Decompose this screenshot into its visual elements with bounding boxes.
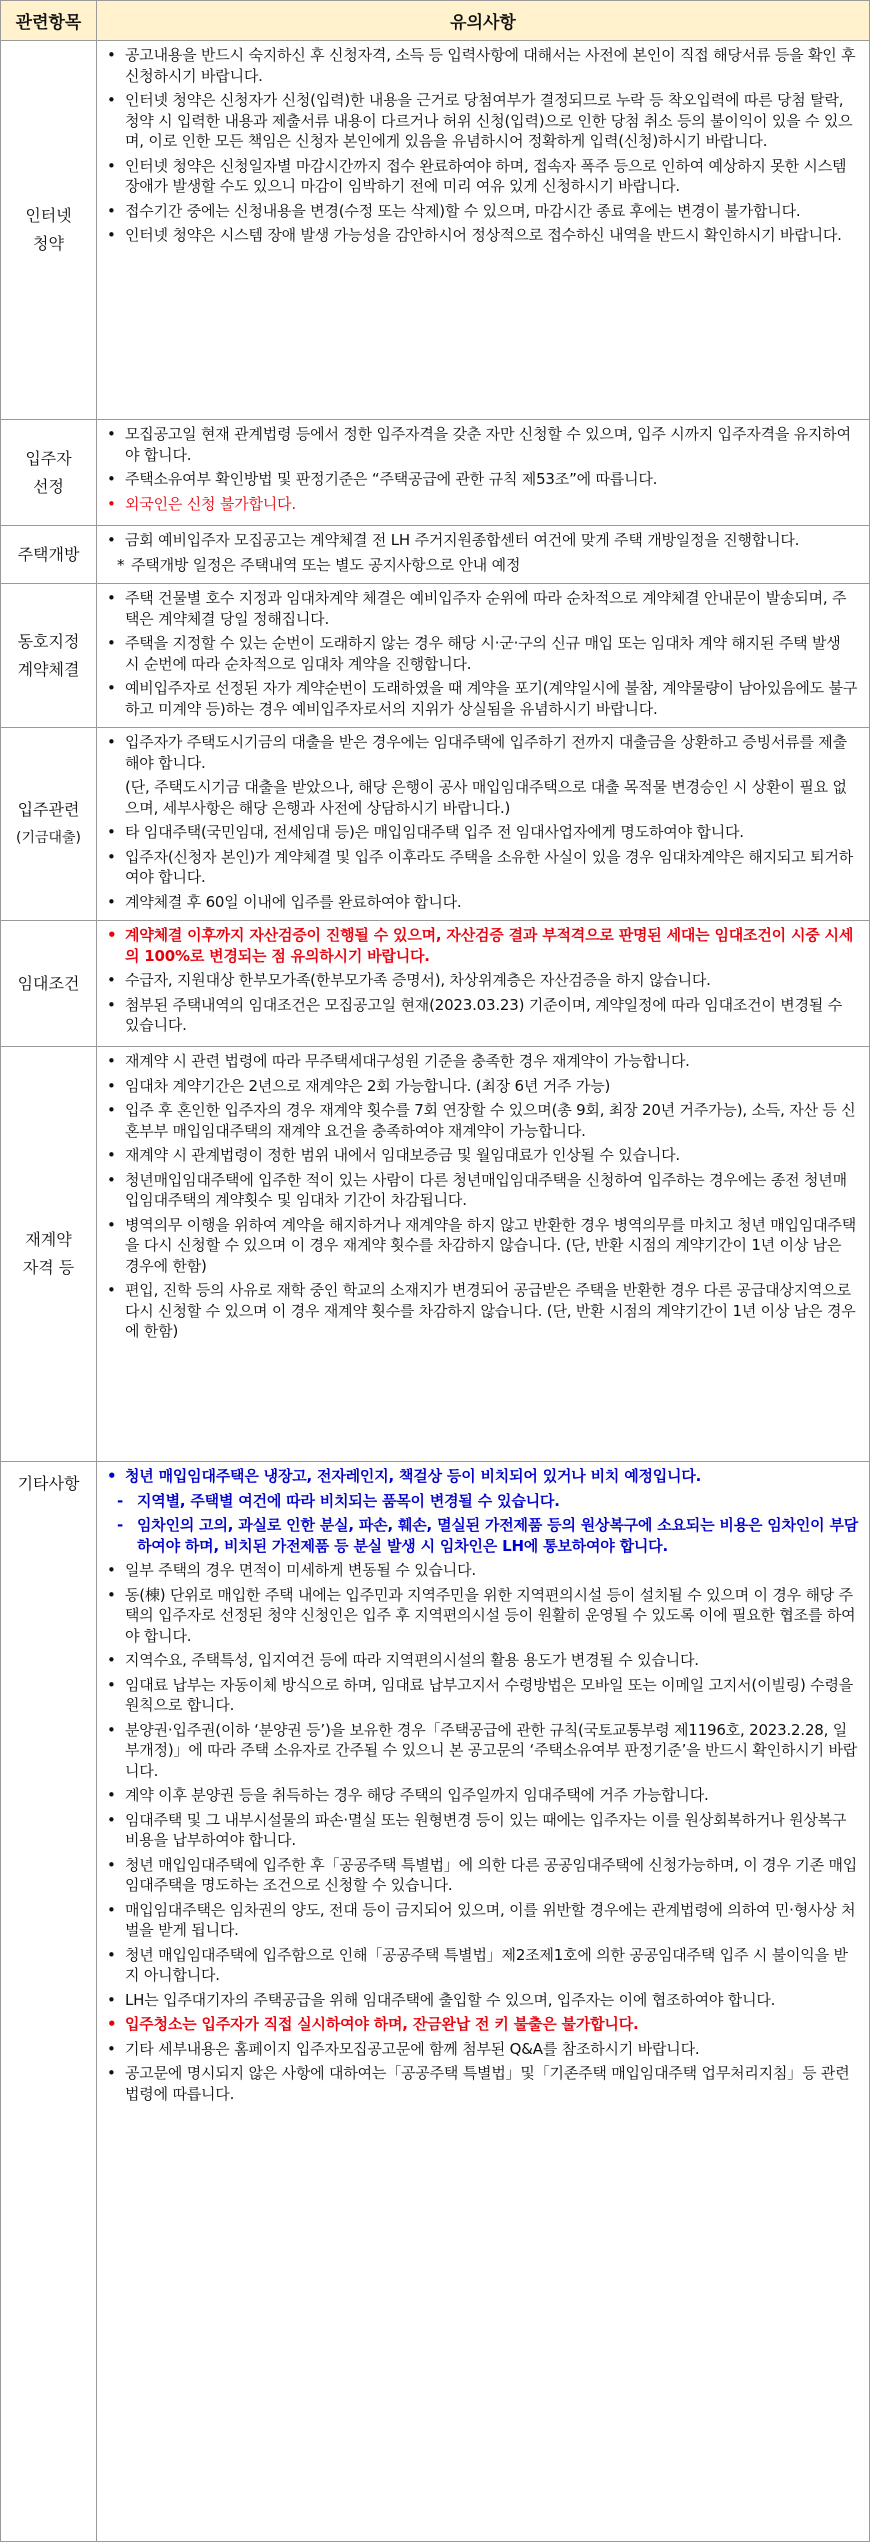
list-item: [103, 1491, 859, 1512]
note-text: 임대차 계약기간은 2년으로 재계약은 2회 가능합니다. (최장 6년 거주 가능): [125, 1076, 611, 1095]
list-item: [103, 633, 859, 674]
note-text: 인터넷 청약은 신청일자별 마감시간까지 접수 완료하여야 하며, 접속자 폭주 등으로 인하여 예상하지 못한 시스템 장애가 발생할 수도 있으니 마감이 임박하기 전에 미리 여유 있게 신청하시기 바랍니다.: [125, 156, 847, 195]
bullet-mark: •: [107, 679, 116, 697]
list-item: [103, 847, 859, 888]
note-text: 청년매입임대주택에 입주한 적이 있는 사람이 다른 청년매입임대주택을 신청하여 입주하는 경우에는 종전 청년매입임대주택의 계약횟수 및 임대차 기간이 차감됩니다.: [125, 1170, 847, 1209]
note-text: 수급자, 지원대상 한부모가족(한부모가족 증명서), 차상위계층은 자산검증을 하지 않습니다.: [125, 971, 711, 989]
section-notes: [97, 728, 870, 921]
note-text: 주택개방 일정은 주택내역 또는 별도 공지사항으로 안내 예정: [131, 555, 521, 574]
bullet-mark: •: [107, 1990, 116, 2009]
note-text: 계약 이후 분양권 등을 취득하는 경우 해당 주택의 입주일까지 임대주택에 거주 가능합니다.: [125, 1786, 709, 1804]
bullet-mark: •: [107, 1675, 116, 1694]
list-item: [103, 90, 859, 152]
note-text: 일부 주택의 경우 면적이 미세하게 변동될 수 있습니다.: [125, 1561, 476, 1579]
header-notes: 유의사항: [97, 1, 870, 41]
note-text: 타 임대주택(국민임대, 전세임대 등)은 매입임대주택 입주 전 임대사업자에게 명도하여야 합니다.: [125, 823, 744, 841]
list-item: [103, 225, 859, 246]
section-notes: [97, 526, 870, 584]
list-item: [103, 1810, 859, 1851]
note-text: 예비입주자로 선정된 자가 계약순번이 도래하였을 때 계약을 포기(계약일시에 불참, 계약물량이 남아있음에도 불구하고 미계약 등)하는 경우 예비입주자로서의 지위가 상실됨을 유념하시기 바랍니다.: [125, 679, 858, 718]
list-item: [103, 1051, 859, 1072]
note-text: 임대료 납부는 자동이체 방식으로 하며, 임대료 납부고지서 수령방법은 모바일 또는 이메일 고지서(이빌링) 수령을 원칙으로 합니다.: [125, 1675, 854, 1714]
list-item: [103, 1280, 859, 1342]
notes-list: [103, 925, 859, 1036]
list-item: [103, 2014, 859, 2035]
bullet-mark: -: [117, 1491, 124, 1510]
bullet-mark: •: [107, 2039, 116, 2058]
list-item: [103, 1675, 859, 1716]
note-text: 동(棟) 단위로 매입한 주택 내에는 입주민과 지역주민을 위한 지역편의시설 등이 설치될 수 있으며 이 경우 해당 주택의 입주자로 선정된 청약 신청인은 입주 후 지역편의시설 등이 원활히 운영될 수 있도록 이에 필요한 협조를 하여야 합니다.: [125, 1585, 856, 1645]
bullet-mark: •: [107, 2064, 116, 2082]
bullet-mark: •: [107, 823, 116, 841]
note-text: LH는 입주대기자의 주택공급을 위해 임대주택에 출입할 수 있으며, 입주자는 이에 협조하여야 합니다.: [125, 1990, 776, 2009]
note-text: 계약체결 후 60일 이내에 입주를 완료하여야 합니다.: [125, 892, 462, 911]
section-category: 인터넷 청약: [1, 41, 97, 420]
bullet-mark: •: [107, 892, 116, 911]
section-row-internet: [1, 41, 870, 420]
note-text: 지역수요, 주택특성, 입지여건 등에 따라 지역편의시설의 활용 용도가 변경될 수 있습니다.: [125, 1651, 699, 1669]
list-item: [103, 678, 859, 719]
bullet-mark: •: [107, 425, 116, 443]
note-text: 청년 매입임대주택은 냉장고, 전자레인지, 책걸상 등이 비치되어 있거나 비치 예정입니다.: [125, 1467, 702, 1485]
bullet-mark: •: [107, 1585, 116, 1604]
section-notes: [97, 1462, 870, 2542]
section-category: 주택개방: [1, 526, 97, 584]
list-item: [103, 1855, 859, 1896]
notes-list: [103, 732, 859, 912]
note-text: 모집공고일 현재 관계법령 등에서 정한 입주자격을 갖춘 자만 신청할 수 있으며, 입주 시까지 입주자격을 유지하여야 합니다.: [125, 425, 851, 464]
list-item: [103, 555, 859, 576]
note-text: 주택을 지정할 수 있는 순번이 도래하지 않는 경우 해당 시·군·구의 신규 매입 또는 임대차 계약 해지된 주택 발생 시 순번에 따라 순차적으로 임대차 계약을 진행합니다.: [125, 634, 841, 673]
section-row-renewal: [1, 1047, 870, 1462]
note-text: 접수기간 중에는 신청내용을 변경(수정 또는 삭제)할 수 있으며, 마감시간 종료 후에는 변경이 불가합니다.: [125, 201, 801, 220]
note-text: 공고문에 명시되지 않은 사항에 대하여는「공공주택 특별법」및「기존주택 매입임대주택 업무처리지침」등 관련 법령에 따릅니다.: [125, 2064, 850, 2103]
list-item: [103, 1100, 859, 1141]
header-category: 관련항목: [1, 1, 97, 41]
bullet-mark: •: [107, 1101, 116, 1119]
bullet-mark: •: [107, 1720, 116, 1739]
section-notes: [97, 584, 870, 728]
list-item: [103, 469, 859, 490]
section-notes: [97, 41, 870, 420]
bullet-mark: •: [107, 971, 116, 989]
note-text: 재계약 시 관계법령이 정한 범위 내에서 임대보증금 및 월임대료가 인상될 수 있습니다.: [125, 1146, 680, 1164]
bullet-mark: •: [107, 46, 116, 64]
bullet-mark: •: [107, 91, 116, 109]
bullet-mark: •: [107, 995, 116, 1014]
list-item: [103, 2063, 859, 2104]
bullet-mark: •: [107, 733, 116, 751]
list-item: [103, 156, 859, 197]
section-notes: [97, 921, 870, 1047]
list-item: [103, 1466, 859, 1487]
note-text: 입주 후 혼인한 입주자의 경우 재계약 횟수를 7회 연장할 수 있으며(총 9회, 최장 20년 거주가능), 소득, 자산 등 신혼부부 매입임대주택의 재계약 요건을 충족하여야 재계약이 가능합니다.: [125, 1101, 856, 1140]
note-text: 공고내용을 반드시 숙지하신 후 신청자격, 소득 등 입력사항에 대해서는 사전에 본인이 직접 해당서류 등을 확인 후 신청하시기 바랍니다.: [125, 46, 856, 85]
bullet-mark: •: [107, 926, 117, 944]
list-item: [103, 1145, 859, 1166]
header-row: [1, 1, 870, 41]
bullet-mark: •: [107, 2015, 117, 2033]
note-text: 매입임대주택은 임차권의 양도, 전대 등이 금지되어 있으며, 이를 위반할 경우에는 관계법령에 의하여 민·형사상 처벌을 받게 됩니다.: [125, 1900, 856, 1939]
note-text: 외국인은 신청 불가합니다.: [125, 494, 296, 513]
note-text: 병역의무 이행을 위하여 계약을 해지하거나 재계약을 하지 않고 반환한 경우 병역의무를 마치고 청년 매입임대주택을 다시 신청할 수 있으며 이 경우 재계약 횟수를 차감하지 않습니다. (단, 반환 시점의 계약기간이 1년 이상 남은 경우에 한함): [125, 1215, 857, 1275]
bullet-mark: •: [107, 1810, 116, 1829]
bullet-mark: •: [107, 494, 116, 513]
bullet-mark: •: [107, 847, 116, 866]
section-category: 입주관련 (기금대출): [1, 728, 97, 921]
section-category: 기타사항: [1, 1462, 97, 2542]
list-item: [103, 995, 859, 1036]
note-text: 첨부된 주택내역의 임대조건은 모집공고일 현재(2023.03.23) 기준이며, 계약일정에 따라 임대조건이 변경될 수 있습니다.: [125, 995, 843, 1034]
section-notes: [97, 420, 870, 526]
section-row-others: [1, 1462, 870, 2542]
bullet-mark: •: [107, 156, 116, 175]
list-item: [103, 588, 859, 629]
bullet-mark: •: [107, 1146, 116, 1164]
notes-list: [103, 45, 859, 246]
section-row-opening: [1, 526, 870, 584]
section-category: 동호지정 계약체결: [1, 584, 97, 728]
list-item: [103, 822, 859, 843]
bullet-mark: •: [107, 1170, 116, 1189]
bullet-mark: •: [107, 201, 116, 220]
bullet-mark: •: [107, 1945, 116, 1964]
section-row-rental-terms: [1, 921, 870, 1047]
list-item: [103, 1650, 859, 1671]
list-item: [103, 530, 859, 551]
section-notes: [97, 1047, 870, 1462]
list-item: [103, 1900, 859, 1941]
note-text: 청년 매입임대주택에 입주함으로 인해「공공주택 특별법」제2조제1호에 의한 공공임대주택 입주 시 불이익을 받지 아니합니다.: [125, 1945, 848, 1984]
note-text: 청년 매입임대주택에 입주한 후「공공주택 특별법」에 의한 다른 공공임대주택에 신청가능하며, 이 경우 기존 매입임대주택을 명도하는 조건으로 신청할 수 있습니다.: [125, 1855, 858, 1894]
note-text: 임차인의 고의, 과실로 인한 분실, 파손, 훼손, 멸실된 가전제품 등의 원상복구에 소요되는 비용은 임차인이 부담하여야 하며, 비치된 가전제품 등 분실 발생 시 임차인은 LH에 통보하여야 합니다.: [137, 1516, 859, 1555]
list-item: [103, 1720, 859, 1782]
notes-list: [103, 588, 859, 719]
section-category: 임대조건: [1, 921, 97, 1047]
bullet-mark: •: [107, 1900, 116, 1919]
list-item: [103, 732, 859, 773]
note-text: 임대주택 및 그 내부시설물의 파손·멸실 또는 원형변경 등이 있는 때에는 입주자는 이를 원상회복하거나 원상복구비용을 납부하여야 합니다.: [125, 1810, 847, 1849]
note-text: 편입, 진학 등의 사유로 재학 중인 학교의 소재지가 변경되어 공급받은 주택을 반환한 경우 다른 공급대상지역으로 다시 신청할 수 있으며 이 경우 재계약 횟수를 차감하지 않습니다. (단, 반환 시점의 계약기간이 1년 이상 남은 경우에 한함): [125, 1281, 856, 1340]
list-item: [103, 1076, 859, 1097]
list-item: [103, 2039, 859, 2060]
note-text: 지역별, 주택별 여건에 따라 비치되는 품목이 변경될 수 있습니다.: [137, 1491, 560, 1510]
section-row-unit-assignment: [1, 584, 870, 728]
bullet-mark: •: [107, 634, 116, 652]
bullet-mark: •: [107, 470, 116, 488]
list-item: [103, 1990, 859, 2011]
note-text: 분양권·입주권(이하 ‘분양권 등’)을 보유한 경우「주택공급에 관한 규칙(국토교통부령 제1196호, 2023.2.28, 일부개정)」에 따라 주택 소유자로 간주될 수 있으니 본 공고문의 ‘주택소유여부 판정기준’을 반드시 확인하시기 바랍니다.: [125, 1720, 858, 1780]
note-text: 인터넷 청약은 신청자가 신청(입력)한 내용을 근거로 당첨여부가 결정되므로 누락 등 착오입력에 따른 당첨 탈락, 청약 시 입력한 내용과 제출서류 내용이 다르거나 허위 신청(입력)으로 인한 당첨 취소 등의 불이익이 있을 수 있으며, 이로 인한 모든 책임은 신청자 본인에게 있음을 유념하시어 정확하게 입력(신청)하시기 바랍니다.: [125, 91, 853, 150]
bullet-mark: •: [107, 531, 116, 549]
list-item: [103, 201, 859, 222]
list-item: [103, 777, 859, 818]
list-item: [103, 45, 859, 86]
list-item: [103, 1515, 859, 1556]
note-text: 인터넷 청약은 시스템 장애 발생 가능성을 감안하시어 정상적으로 접수하신 내역을 반드시 확인하시기 바랍니다.: [125, 226, 842, 244]
notes-list: [103, 424, 859, 514]
section-category: 입주자 선정: [1, 420, 97, 526]
notes-list: [103, 1466, 859, 2104]
note-text: 주택소유여부 확인방법 및 판정기준은 “주택공급에 관한 규칙 제53조”에 따릅니다.: [125, 470, 658, 488]
section-category: 재계약 자격 등: [1, 1047, 97, 1462]
bullet-mark: •: [107, 1052, 116, 1070]
list-item: [103, 1785, 859, 1806]
bullet-mark: -: [117, 1516, 124, 1534]
note-text: 입주자(신청자 본인)가 계약체결 및 입주 이후라도 주택을 소유한 사실이 있을 경우 임대차계약은 해지되고 퇴거하여야 합니다.: [125, 847, 854, 886]
note-text: 기타 세부내용은 홈페이지 입주자모집공고문에 함께 첨부된 Q&A를 참조하시기 바랍니다.: [125, 2039, 700, 2058]
list-item: [103, 892, 859, 913]
bullet-mark: •: [107, 1561, 116, 1579]
note-text: (단, 주택도시기금 대출을 받았으나, 해당 은행이 공사 매입임대주택으로 대출 목적물 변경승인 시 상환이 필요 없으며, 세부사항은 해당 은행과 사전에 상담하시기 바랍니다.): [125, 778, 847, 817]
list-item: [103, 1170, 859, 1211]
list-item: [103, 925, 859, 966]
list-item: [103, 970, 859, 991]
note-text: 금회 예비입주자 모집공고는 계약체결 전 LH 주거지원종합센터 여건에 맞게 주택 개방일정을 진행합니다.: [125, 531, 800, 549]
list-item: [103, 494, 859, 515]
bullet-mark: •: [107, 1076, 116, 1095]
notes-list: [103, 1051, 859, 1342]
section-row-move-in-loan: [1, 728, 870, 921]
bullet-mark: •: [107, 226, 116, 244]
note-text: 주택 건물별 호수 지정과 임대차계약 체결은 예비입주자 순위에 따라 순차적으로 계약체결 안내문이 발송되며, 주택은 계약체결 당일 정해집니다.: [125, 589, 847, 628]
notes-list: [103, 530, 859, 575]
note-text: 입주청소는 입주자가 직접 실시하여야 하며, 잔금완납 전 키 불출은 불가합니다.: [125, 2015, 639, 2033]
list-item: [103, 424, 859, 465]
list-item: [103, 1560, 859, 1581]
bullet-mark: •: [107, 589, 116, 607]
note-text: 계약체결 이후까지 자산검증이 진행될 수 있으며, 자산검증 결과 부적격으로 판명된 세대는 임대조건이 시중 시세의 100%로 변경되는 점 유의하시기 바랍니다.: [125, 926, 854, 965]
bullet-mark: •: [107, 1786, 116, 1804]
list-item: [103, 1945, 859, 1986]
list-item: [103, 1215, 859, 1277]
bullet-mark: •: [107, 1215, 116, 1234]
section-row-eligibility: [1, 420, 870, 526]
bullet-mark: •: [107, 1651, 116, 1669]
note-text: 입주자가 주택도시기금의 대출을 받은 경우에는 임대주택에 입주하기 전까지 대출금을 상환하고 증빙서류를 제출해야 합니다.: [125, 733, 847, 772]
bullet-mark: •: [107, 1281, 116, 1299]
bullet-mark: •: [107, 1467, 117, 1485]
list-item: [103, 1585, 859, 1647]
bullet-mark: •: [107, 1855, 116, 1874]
note-text: 재계약 시 관련 법령에 따라 무주택세대구성원 기준을 충족한 경우 재계약이 가능합니다.: [125, 1052, 690, 1070]
bullet-mark: *: [117, 555, 125, 574]
